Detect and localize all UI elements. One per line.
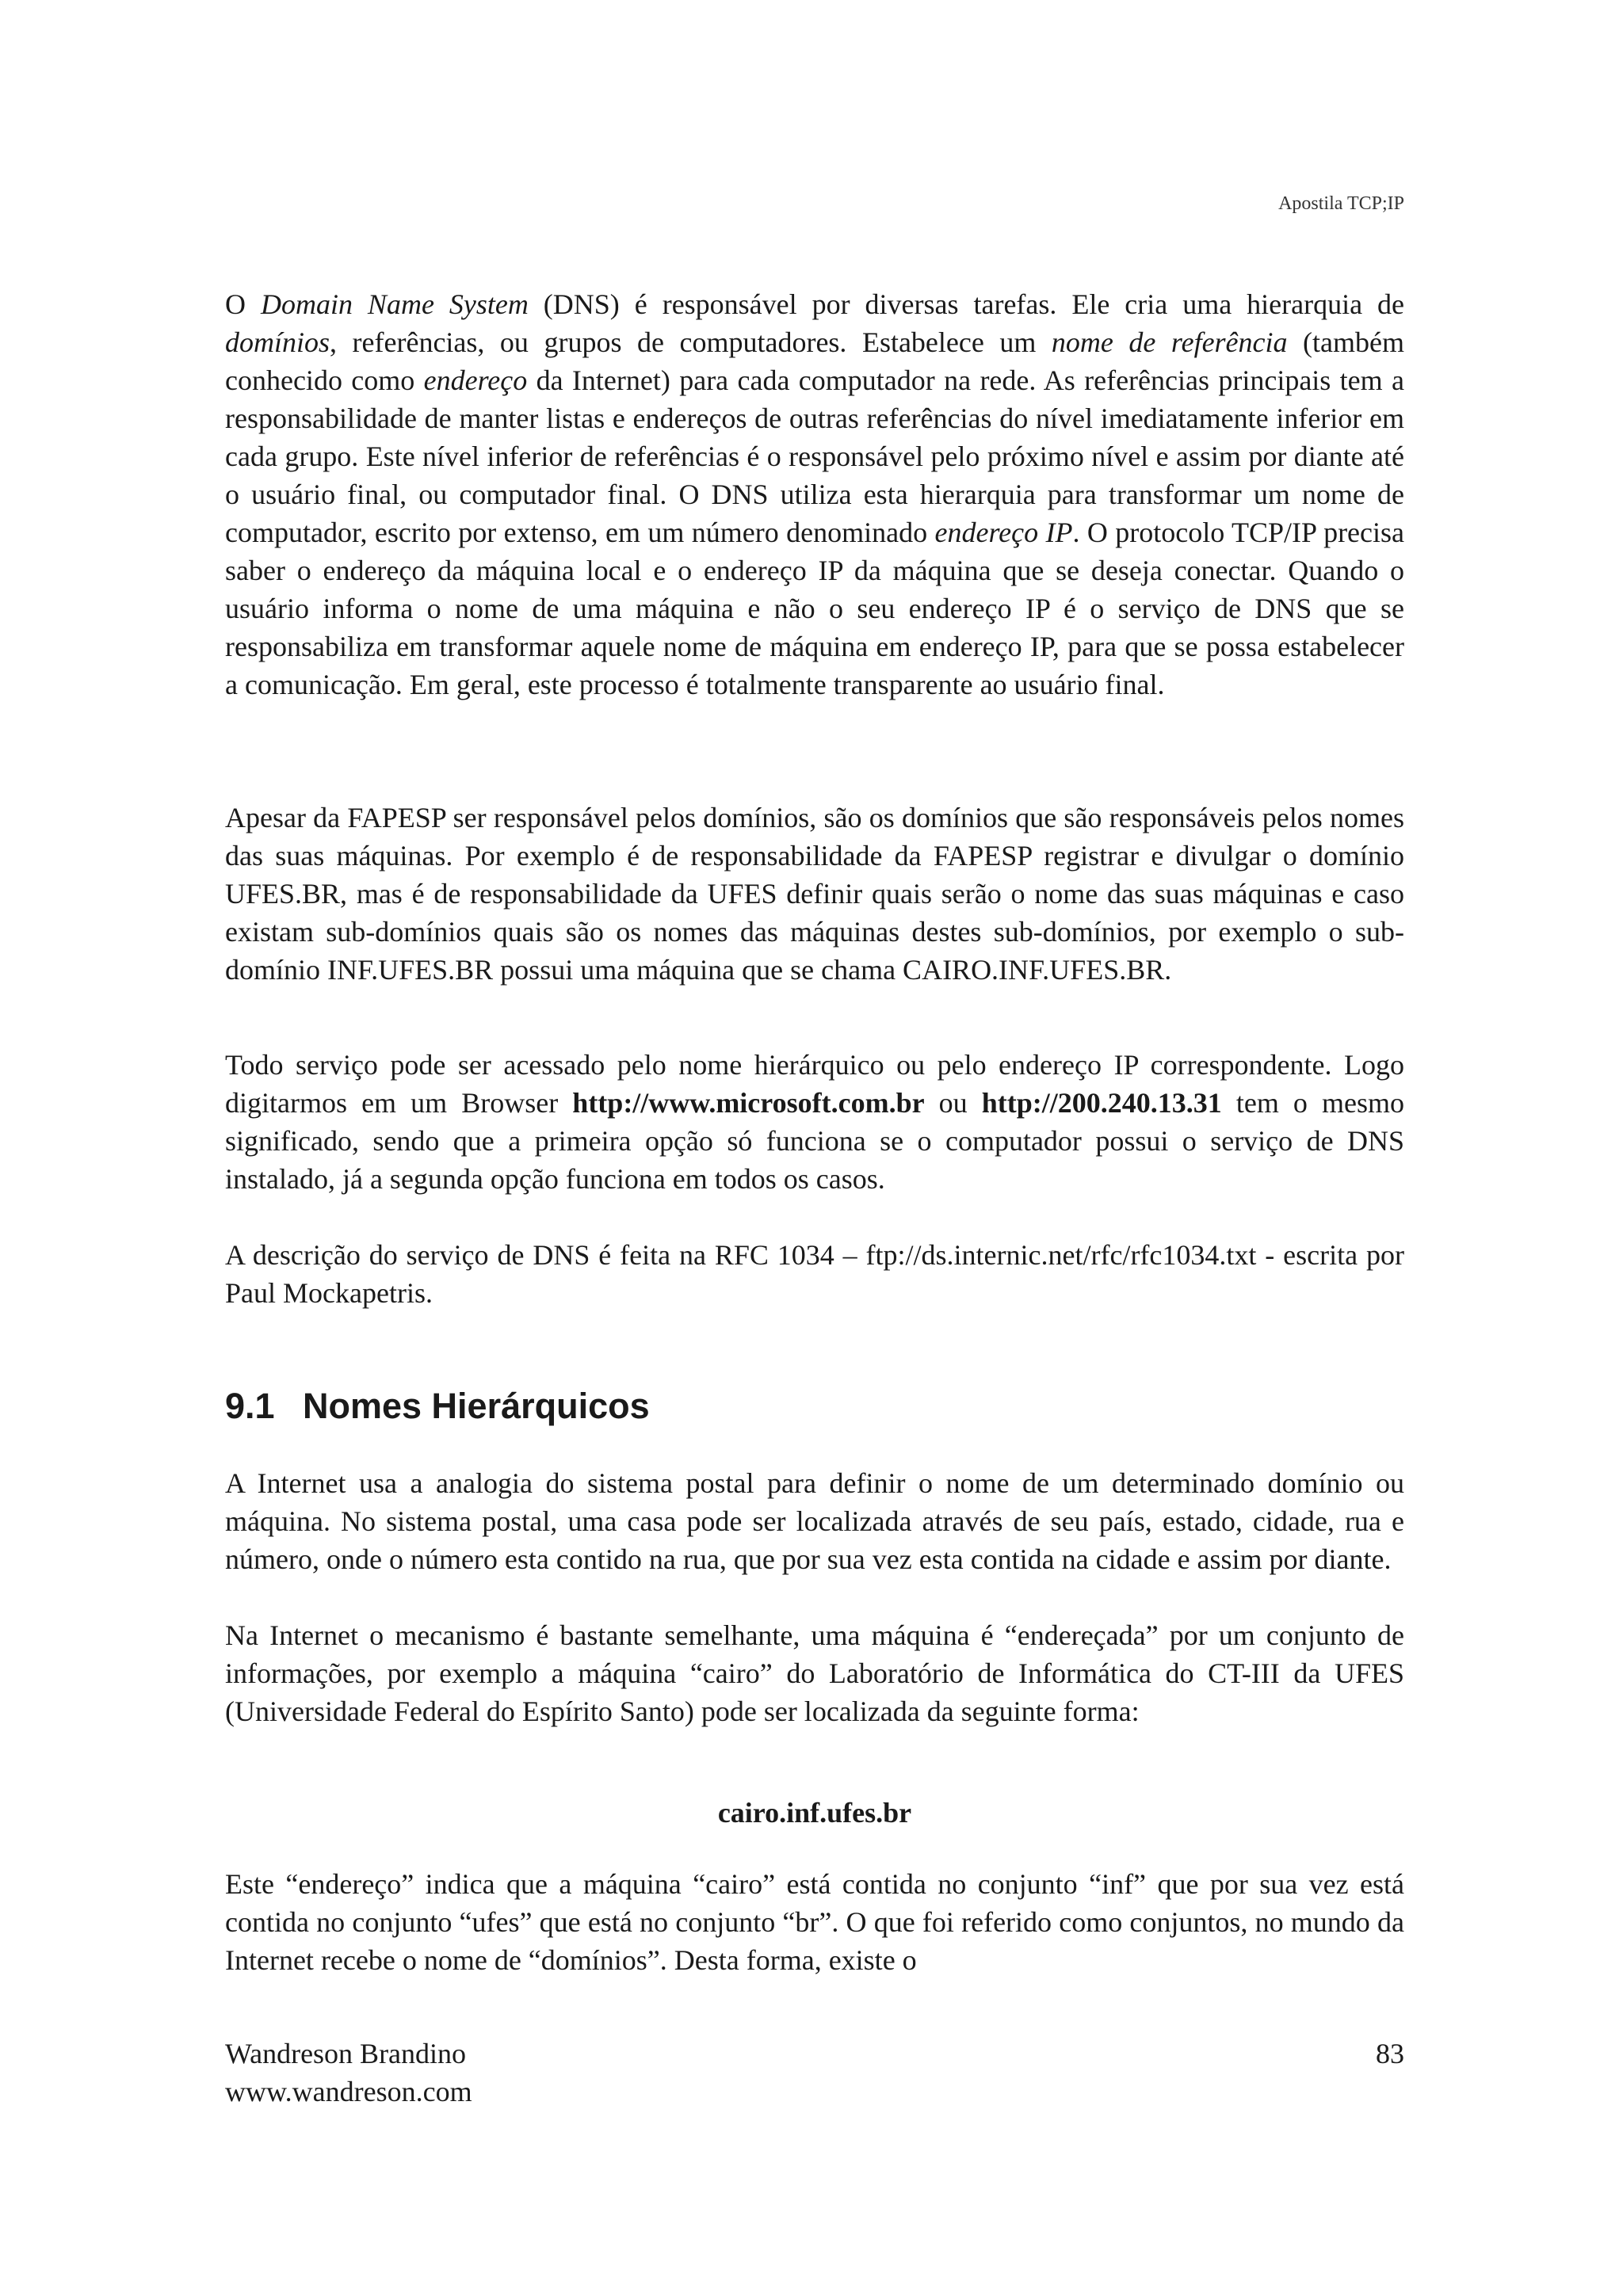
page-footer xyxy=(225,2035,1404,2111)
footer-website: www.wandreson.com xyxy=(225,2076,472,2107)
page-number: 83 xyxy=(1376,2038,1404,2069)
paragraph-browser-example: Todo serviço pode ser acessado pelo nome hierárquico ou pelo endereço IP correspondente. Logo digitarmos em um Browser http://www.microsoft.com.br ou http://200.240.13.31 tem o mesmo significado, sendo que a primeira opção só funciona se o computador possui o serviço de DNS instalado, já a segunda opção funciona em todos os casos. xyxy=(225,1049,1404,1195)
section-title: Nomes Hierárquicos xyxy=(303,1386,650,1426)
url-microsoft: http://www.microsoft.com.br xyxy=(572,1087,925,1119)
paragraph-dns-intro: O Domain Name System (DNS) é responsável por diversas tarefas. Ele cria uma hierarquia de domínios, referências, ou grupos de computadores. Estabelece um nome de referência (também conhecido como endereço da Internet) para cada computador na rede. As referências principais tem a responsabilidade de manter listas e endereços de outras referências do nível imediatamente inferior em cada grupo. Este nível inferior de referências é o responsável pelo próximo nível e assim por diante até o usuário final, ou computador final. O DNS utiliza esta hierarquia para transformar um nome de computador, escrito por extenso, em um número denominado endereço IP. O protocolo TCP/IP precisa saber o endereço da máquina local e o endereço IP da máquina que se deseja conectar. Quando o usuário informa o nome de uma máquina e não o seu endereço IP é o serviço de DNS que se responsabiliza em transformar aquele nome de máquina em endereço IP, para que se possa estabelecer a comunicação. Em geral, este processo é totalmente transparente ao usuário final. xyxy=(225,288,1405,700)
example-hostname: cairo.inf.ufes.br xyxy=(717,1797,912,1829)
footer-author: Wandreson Brandino xyxy=(225,2038,467,2069)
paragraph-rfc-reference: A descrição do serviço de DNS é feita na RFC 1034 – ftp://ds.internic.net/rfc/rfc1034.txt - escrita por Paul Mockapetris. xyxy=(225,1239,1404,1309)
url-ip-address: http://200.240.13.31 xyxy=(981,1087,1222,1119)
paragraph-domains: Este “endereço” indica que a máquina “cairo” está contida no conjunto “inf” que por sua vez está contida no conjunto “ufes” que está no conjunto “br”. O que foi referido como conjuntos, no mundo da Internet recebe o nome de “domínios”. Desta forma, existe o xyxy=(225,1868,1404,1976)
paragraph-postal-analogy: A Internet usa a analogia do sistema postal para definir o nome de um determinado domínio ou máquina. No sistema postal, uma casa pode ser localizada através de seu país, estado, cidade, rua e número, onde o número esta contido na rua, que por sua vez esta contida na cidade e assim por diante. xyxy=(225,1467,1404,1575)
paragraph-internet-mechanism: Na Internet o mecanismo é bastante semelhante, uma máquina é “endereçada” por um conjunto de informações, por exemplo a máquina “cairo” do Laboratório de Informática do CT-III da UFES (Universidade Federal do Espírito Santo) pode ser localizada da seguinte forma: xyxy=(225,1619,1404,1727)
paragraph-fapesp: Apesar da FAPESP ser responsável pelos domínios, são os domínios que são responsáveis pelos nomes das suas máquinas. Por exemplo é de responsabilidade da FAPESP registrar e divulgar o domínio UFES.BR, mas é de responsabilidade da UFES definir quais serão o nome das suas máquinas e caso existam sub-domínios quais são os nomes das máquinas destes sub-domínios, por exemplo o sub-domínio INF.UFES.BR possui uma máquina que se chama CAIRO.INF.UFES.BR. xyxy=(225,802,1404,986)
running-header: Apostila TCP;IP xyxy=(1278,193,1404,214)
section-heading xyxy=(225,1383,650,1429)
section-number: 9.1 xyxy=(225,1386,275,1426)
